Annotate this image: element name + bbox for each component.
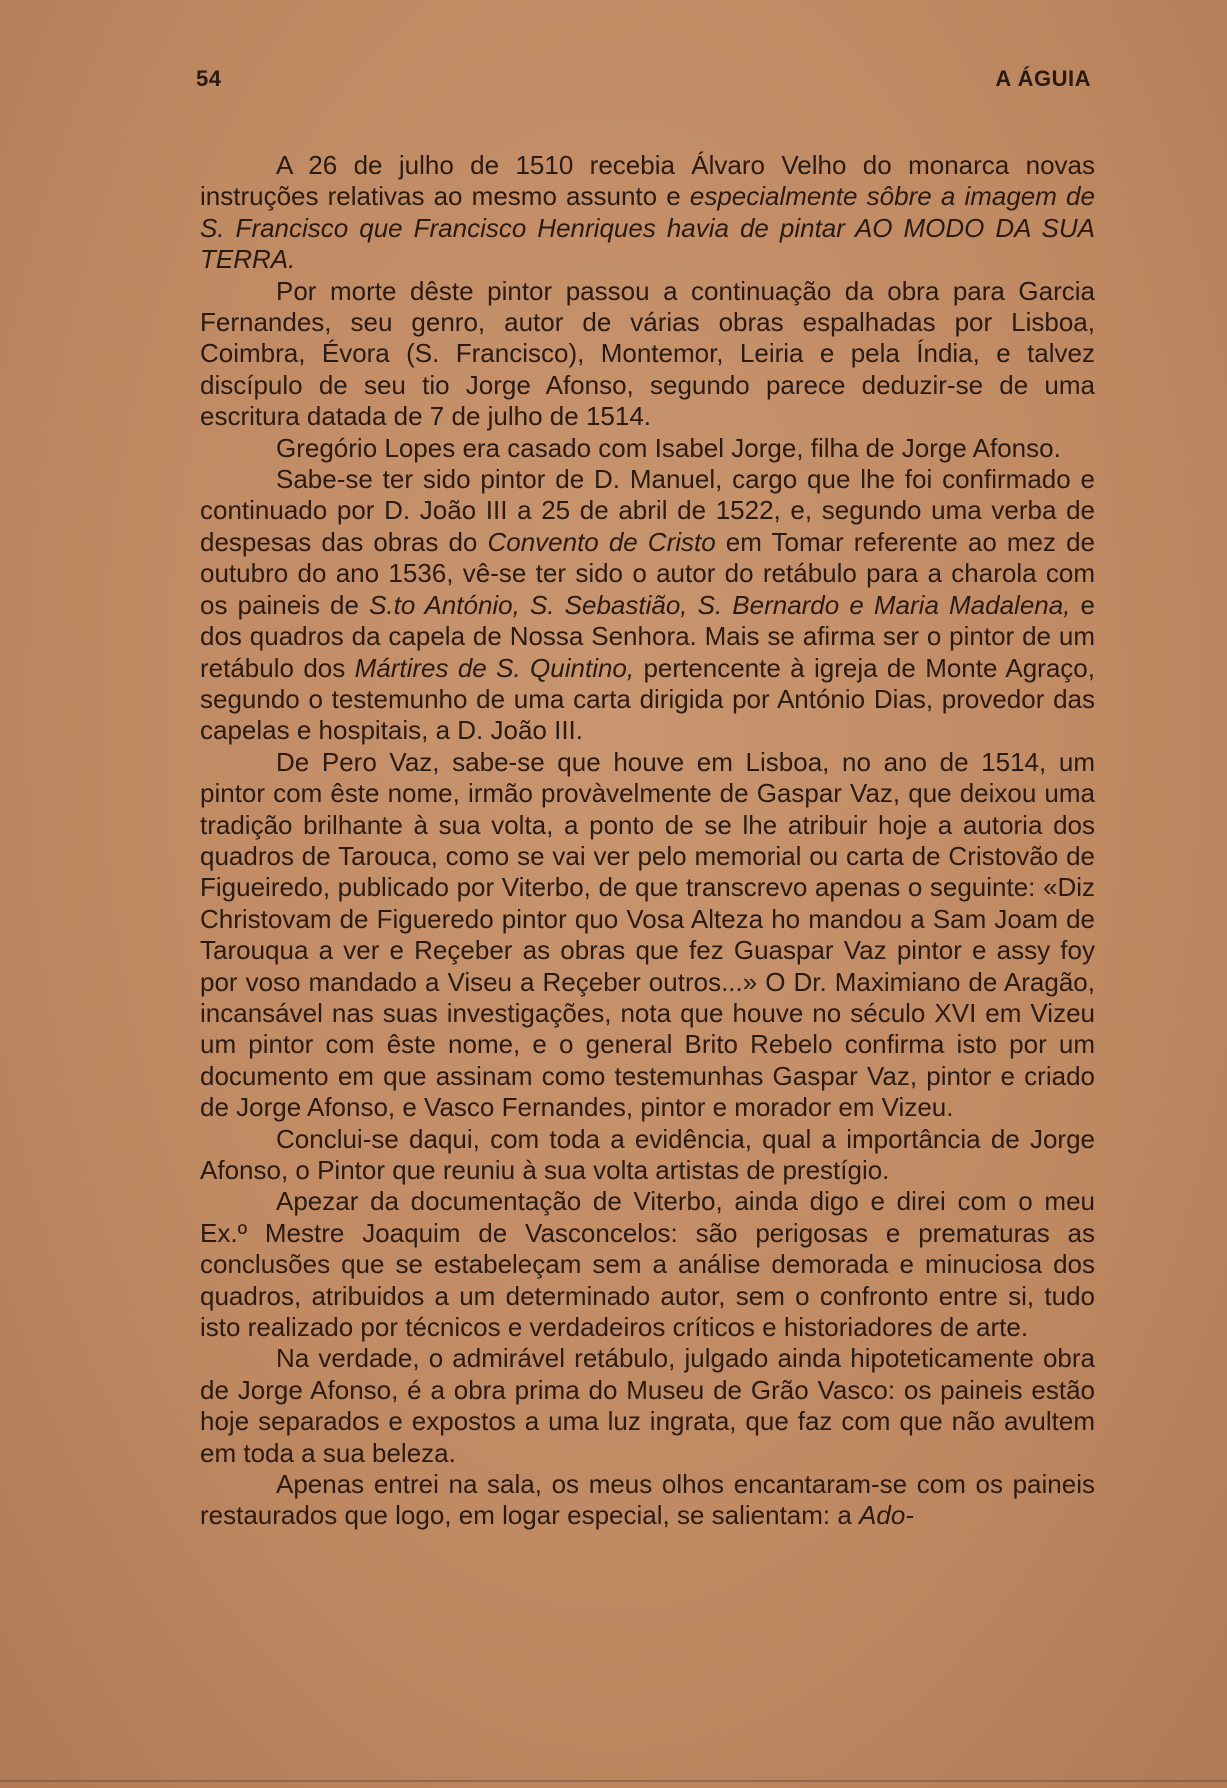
paragraph (200, 464, 1095, 747)
paragraph (200, 1343, 1095, 1469)
text-run: em Tomar referente ao mez de outubro do ano 1536, vê-se ter sido o autor do retábulo para a charola com os paineis de (200, 526, 1096, 620)
paragraph (200, 276, 1095, 433)
paragraph (200, 1186, 1095, 1343)
paragraph (200, 433, 1095, 464)
text-run: Gregório Lopes era casado com Isabel Jorge, filha de Jorge Afonso. (276, 432, 1061, 463)
text-run: Sabe-se ter sido pintor de D. Manuel, cargo que lhe foi confirmado e continuado por D. João III a 25 de abril de 1522, e, segundo uma verba de despesas das obras do (200, 464, 1095, 557)
italic-text: Ado- (859, 1500, 914, 1531)
text-run: A 26 de julho de 1510 recebia Álvaro Velho do monarca novas instruções relativas ao mesmo assunto e (200, 150, 1095, 212)
body-text (200, 150, 1095, 1532)
text-run: pertencente à igreja de Monte Agraço, segundo o testemunho de uma carta dirigida por António Dias, provedor das capelas e hospitais, a D. João III. (200, 652, 1095, 746)
italic-text: S.to António, S. Sebastião, S. Bernardo e Maria Madalena, (369, 589, 1071, 620)
text-run: Por morte dêste pintor passou a continuação da obra para Garcia Fernandes, seu genro, autor de várias obras espalhadas por Lisboa, Coimbra, Évora (S. Francisco), Montemor, Leiria e pela Índia, e talvez discípulo de seu tio Jorge Afonso, segundo parece deduzir-se de uma escritura datada de 7 de julho de 1514. (200, 275, 1095, 432)
text-run: e dos quadros da capela de Nossa Senhora. Mais se afirma ser o pintor de um retábulo dos (200, 589, 1095, 683)
text-run: Conclui-se daqui, com toda a evidência, qual a importância de Jorge Afonso, o Pintor que reuniu à sua volta artistas de prestígio. (200, 1123, 1095, 1185)
paragraph (200, 1469, 1095, 1532)
italic-text: Convento de Cristo (487, 526, 716, 557)
paragraph (200, 1124, 1095, 1187)
text-run: Na verdade, o admirável retábulo, julgado ainda hipoteticamente obra de Jorge Afonso, é a obra prima do Museu de Grão Vasco: os paineis estão hoje separados e expostos a uma luz ingrata, que faz com que não avultem em toda a sua beleza. (200, 1343, 1095, 1468)
italic-text: Mártires de S. Quintino, (354, 652, 635, 683)
italic-text: especialmente sôbre a imagem de S. Francisco que Francisco Henriques havia de pintar AO MODO DA SUA TERRA. (200, 181, 1095, 275)
text-run: De Pero Vaz, sabe-se que houve em Lisboa, no ano de 1514, um pintor com êste nome, irmão provàvelmente de Gaspar Vaz, que deixou uma tradição brilhante à sua volta, a ponto de se lhe atribuir hoje a autoria dos quadros de Tarouca, como se vai ver pelo memorial ou carta de Cristovão de Figueiredo, publicado por Viterbo, de que transcrevo apenas o seguinte: «Diz Christovam de Figueredo pintor quo Vosa Alteza ho mandou a Sam Joam de Tarouqua a ver e Reçeber as obras que fez Guaspar Vaz pintor e assy foy por voso mandado a Viseu a Reçeber outros...» O Dr. Maximiano de Aragão, incansável nas suas investigações, nota que houve no século XVI em Vizeu um pintor com êste nome, e o general Brito Rebelo confirma isto por um documento em que assinam como testemunhas Gaspar Vaz, pintor e criado de Jorge Afonso, e Vasco Fernandes, pintor e morador em Vizeu. (200, 746, 1095, 1123)
running-header (196, 66, 1091, 96)
text-run: Apenas entrei na sala, os meus olhos encantaram-se com os paineis restaurados que logo, em logar especial, se salientam: a (200, 1469, 1095, 1531)
paragraph (200, 150, 1095, 276)
page-number: 54 (196, 66, 222, 91)
page-edge (0, 1780, 1227, 1782)
text-run: Apezar da documentação de Viterbo, ainda digo e direi com o meu Ex.º Mestre Joaquim de Vasconcelos: são perigosas e prematuras as conclusões que se estabeleçam sem a análise demorada e minuciosa dos quadros, atribuidos a um determinado autor, sem o confronto entre si, tudo isto realizado por técnicos e verdadeiros críticos e historiadores de arte. (200, 1186, 1095, 1343)
journal-title: A ÁGUIA (995, 66, 1091, 91)
paragraph (200, 747, 1095, 1124)
